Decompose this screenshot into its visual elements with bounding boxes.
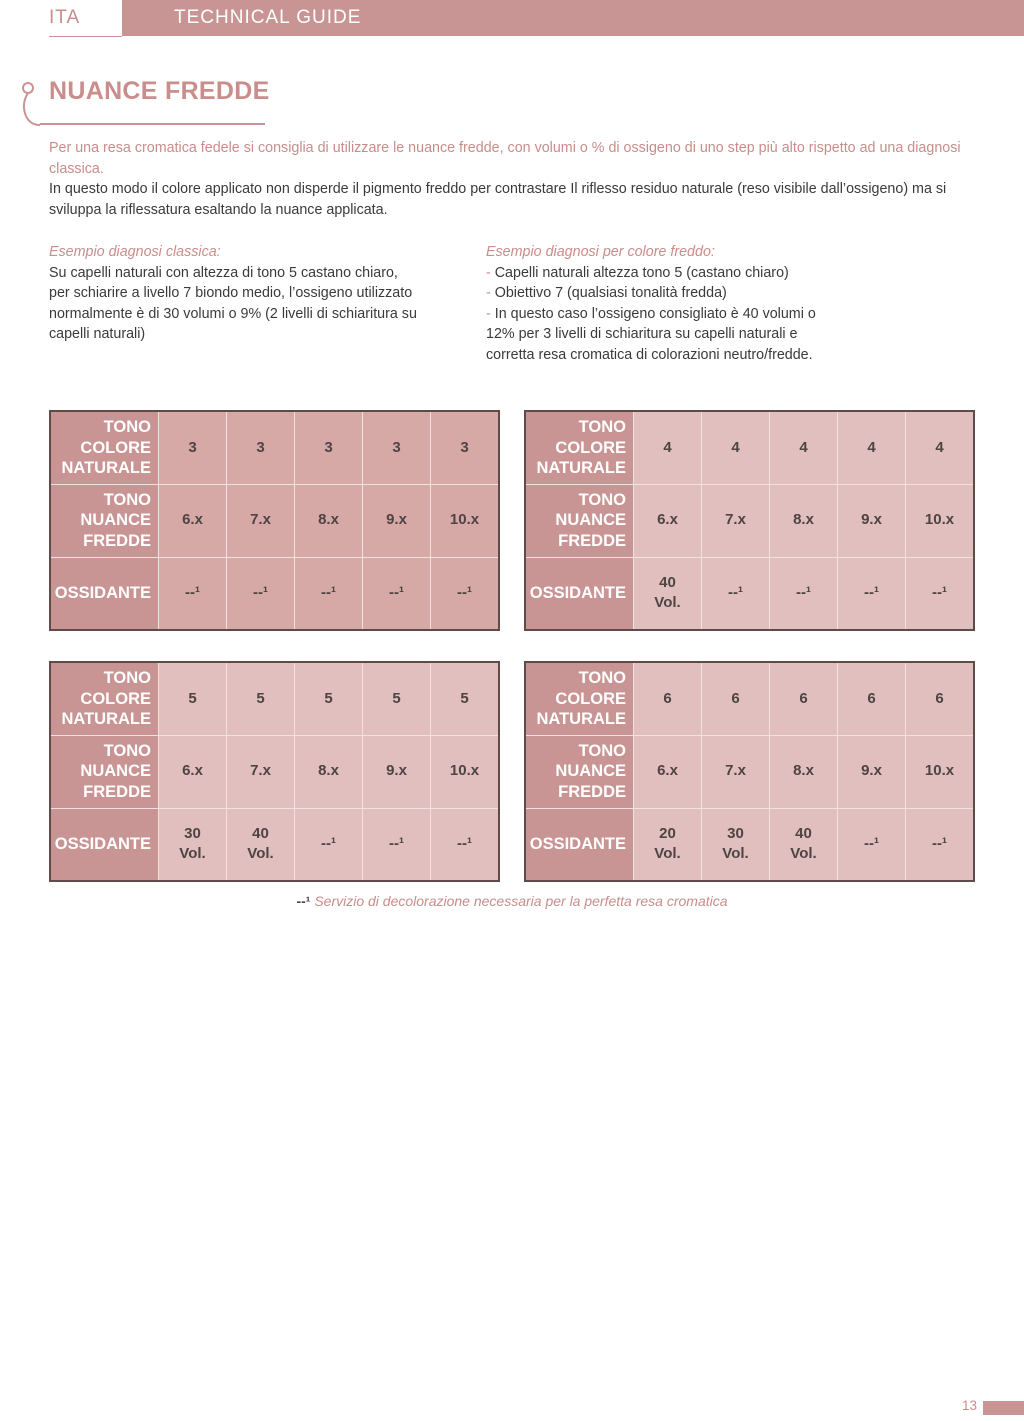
- oxidant-cell: --¹: [363, 557, 431, 630]
- oxidant-cell: --¹: [431, 808, 500, 881]
- example-classic-title: Esempio diagnosi classica:: [49, 244, 221, 260]
- cold-nuance-cell: 9.x: [838, 735, 906, 808]
- oxidant-cell: 20 Vol.: [634, 808, 702, 881]
- intro-body: In questo modo il colore applicato non disperde il pigmento freddo per contrastare Il riflesso residuo naturale (reso visibile dall’ossigeno) ma si sviluppa la riflessatura esaltando la nuance applicata.: [49, 181, 947, 218]
- cold-nuance-cell: 8.x: [295, 484, 363, 557]
- natural-tone-cell: 6: [634, 662, 702, 735]
- cold-nuance-cell: 9.x: [838, 484, 906, 557]
- row-header-natural: TONO COLORE NATURALE: [525, 411, 634, 484]
- cold-nuance-cell: 9.x: [363, 735, 431, 808]
- row-header-oxidant: OSSIDANTE: [50, 557, 159, 630]
- cold-nuance-cell: 10.x: [906, 735, 975, 808]
- oxidant-cell: 30 Vol.: [159, 808, 227, 881]
- natural-tone-cell: 4: [702, 411, 770, 484]
- natural-tone-cell: 4: [838, 411, 906, 484]
- cold-nuance-cell: 7.x: [227, 735, 295, 808]
- cold-nuance-cell: 9.x: [363, 484, 431, 557]
- row-header-cold: TONO NUANCE FREDDE: [50, 735, 159, 808]
- cold-nuance-cell: 7.x: [702, 484, 770, 557]
- oxidant-cell: --¹: [227, 557, 295, 630]
- cold-nuance-cell: 6.x: [634, 735, 702, 808]
- natural-tone-cell: 4: [770, 411, 838, 484]
- natural-tone-cell: 6: [906, 662, 975, 735]
- oxidant-cell: --¹: [159, 557, 227, 630]
- cold-nuance-cell: 6.x: [159, 484, 227, 557]
- page-number: 13: [962, 1398, 978, 1413]
- cold-nuance-cell: 6.x: [634, 484, 702, 557]
- row-header-natural: TONO COLORE NATURALE: [50, 411, 159, 484]
- cold-nuance-cell: 7.x: [227, 484, 295, 557]
- natural-tone-cell: 3: [159, 411, 227, 484]
- example-cold-item: - In questo caso l’ossigeno consigliato è 40 volumi o 12% per 3 livelli di schiaritura su capelli naturali e corretta resa cromatica di colorazioni neutro/fredde.: [486, 305, 816, 363]
- row-header-cold: TONO NUANCE FREDDE: [525, 484, 634, 557]
- oxidant-cell: --¹: [838, 808, 906, 881]
- page-title: NUANCE FREDDE: [49, 77, 270, 105]
- oxidant-cell: --¹: [702, 557, 770, 630]
- row-header-cold: TONO NUANCE FREDDE: [525, 735, 634, 808]
- row-header-natural: TONO COLORE NATURALE: [525, 662, 634, 735]
- oxidant-cell: --¹: [363, 808, 431, 881]
- example-classic-text: Su capelli naturali con altezza di tono 5 castano chiaro, per schiarire a livello 7 biondo medio, l’ossigeno utilizzato normalmente è di 30 volumi o 9% (2 livelli di schiaritura su capelli naturali): [49, 264, 417, 342]
- oxidant-cell: 30 Vol.: [702, 808, 770, 881]
- tone-table: [49, 410, 500, 631]
- natural-tone-cell: 4: [634, 411, 702, 484]
- oxidant-cell: --¹: [838, 557, 906, 630]
- example-cold: [486, 242, 846, 365]
- natural-tone-cell: 6: [770, 662, 838, 735]
- natural-tone-cell: 6: [702, 662, 770, 735]
- hook-ornament-icon: [18, 80, 44, 128]
- oxidant-cell: 40 Vol.: [770, 808, 838, 881]
- row-header-oxidant: OSSIDANTE: [525, 808, 634, 881]
- oxidant-cell: 40 Vol.: [634, 557, 702, 630]
- header-guide-title: TECHNICAL GUIDE: [122, 0, 1024, 36]
- footnote-text: Servizio di decolorazione necessaria per la perfetta resa cromatica: [314, 893, 728, 909]
- example-cold-item: - Obiettivo 7 (qualsiasi tonalità fredda): [486, 285, 727, 301]
- cold-nuance-cell: 10.x: [906, 484, 975, 557]
- oxidant-cell: --¹: [906, 557, 975, 630]
- natural-tone-cell: 5: [295, 662, 363, 735]
- row-header-cold: TONO NUANCE FREDDE: [50, 484, 159, 557]
- natural-tone-cell: 3: [431, 411, 500, 484]
- row-header-natural: TONO COLORE NATURALE: [50, 662, 159, 735]
- page-number-bar: [983, 1401, 1024, 1415]
- footnote: [0, 893, 1024, 909]
- natural-tone-cell: 5: [363, 662, 431, 735]
- row-header-oxidant: OSSIDANTE: [525, 557, 634, 630]
- oxidant-cell: --¹: [906, 808, 975, 881]
- cold-nuance-cell: 8.x: [770, 735, 838, 808]
- example-classic: [49, 242, 419, 345]
- cold-nuance-cell: 8.x: [770, 484, 838, 557]
- cold-nuance-cell: 10.x: [431, 735, 500, 808]
- cold-nuance-cell: 8.x: [295, 735, 363, 808]
- tone-table: [524, 661, 975, 882]
- tone-table: [524, 410, 975, 631]
- oxidant-cell: --¹: [431, 557, 500, 630]
- natural-tone-cell: 6: [838, 662, 906, 735]
- intro-paragraph: [49, 138, 999, 220]
- oxidant-cell: 40 Vol.: [227, 808, 295, 881]
- cold-nuance-cell: 7.x: [702, 735, 770, 808]
- example-cold-title: Esempio diagnosi per colore freddo:: [486, 244, 715, 260]
- intro-highlight: Per una resa cromatica fedele si consiglia di utilizzare le nuance fredde, con volumi o % di ossigeno di uno step più alto rispetto ad una diagnosi classica.: [49, 140, 961, 177]
- oxidant-cell: --¹: [295, 808, 363, 881]
- oxidant-cell: --¹: [295, 557, 363, 630]
- footnote-marker: --¹: [296, 893, 311, 909]
- title-underline: [40, 123, 265, 125]
- header-language: ITA: [49, 0, 122, 37]
- cold-nuance-cell: 10.x: [431, 484, 500, 557]
- natural-tone-cell: 4: [906, 411, 975, 484]
- natural-tone-cell: 5: [227, 662, 295, 735]
- row-header-oxidant: OSSIDANTE: [50, 808, 159, 881]
- natural-tone-cell: 3: [363, 411, 431, 484]
- cold-nuance-cell: 6.x: [159, 735, 227, 808]
- oxidant-cell: --¹: [770, 557, 838, 630]
- natural-tone-cell: 3: [227, 411, 295, 484]
- natural-tone-cell: 5: [431, 662, 500, 735]
- natural-tone-cell: 5: [159, 662, 227, 735]
- example-cold-item: - Capelli naturali altezza tono 5 (castano chiaro): [486, 264, 789, 281]
- natural-tone-cell: 3: [295, 411, 363, 484]
- tone-table: [49, 661, 500, 882]
